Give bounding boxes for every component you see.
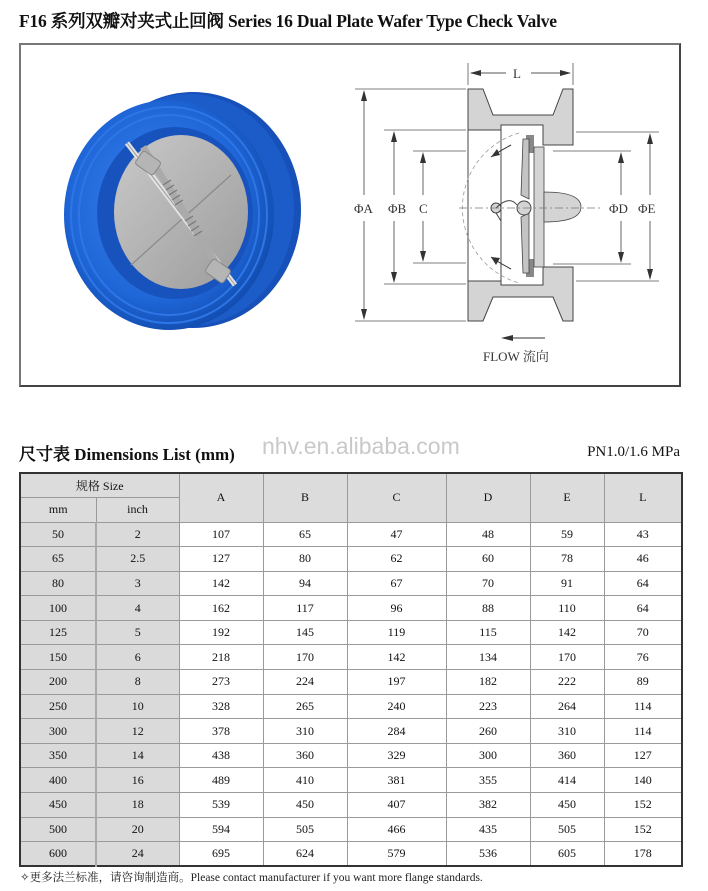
cell-d: 88 [446,596,530,621]
cell-b: 624 [263,842,347,867]
cell-l: 46 [604,547,682,572]
cell-e: 59 [530,522,604,547]
cell-d: 300 [446,743,530,768]
cell-mm: 400 [20,768,96,793]
cell-b: 80 [263,547,347,572]
cell-l: 76 [604,645,682,670]
cell-e: 310 [530,719,604,744]
cell-d: 355 [446,768,530,793]
cell-e: 360 [530,743,604,768]
header-size-group: 规格 Size [20,473,179,497]
cell-a: 594 [179,817,263,842]
cell-b: 224 [263,670,347,695]
cell-l: 152 [604,793,682,818]
table-row [20,645,682,670]
cell-c: 47 [347,522,446,547]
cell-c: 240 [347,694,446,719]
label-phiA: ΦA [354,201,373,216]
valve-dimension-drawing [341,45,681,385]
cell-d: 182 [446,670,530,695]
cell-b: 450 [263,793,347,818]
table-row [20,743,682,768]
cell-l: 64 [604,596,682,621]
cell-a: 107 [179,522,263,547]
header-C: C [347,473,446,522]
cell-d: 435 [446,817,530,842]
table-row [20,842,682,867]
table-row [20,670,682,695]
cell-d: 48 [446,522,530,547]
cell-d: 382 [446,793,530,818]
dimensions-table-body [20,522,682,866]
table-row [20,719,682,744]
cell-b: 360 [263,743,347,768]
cell-inch: 4 [96,596,179,621]
cell-mm: 80 [20,571,96,596]
cell-l: 43 [604,522,682,547]
cell-inch: 18 [96,793,179,818]
cell-e: 91 [530,571,604,596]
cell-c: 62 [347,547,446,572]
label-phiE: ΦE [638,201,656,216]
cell-c: 119 [347,620,446,645]
cell-c: 407 [347,793,446,818]
cell-l: 127 [604,743,682,768]
cell-mm: 200 [20,670,96,695]
cell-a: 489 [179,768,263,793]
cell-mm: 150 [20,645,96,670]
cell-l: 152 [604,817,682,842]
cell-e: 505 [530,817,604,842]
table-row [20,694,682,719]
cell-a: 127 [179,547,263,572]
cell-b: 505 [263,817,347,842]
table-row [20,596,682,621]
cell-inch: 14 [96,743,179,768]
cell-inch: 24 [96,842,179,867]
header-E: E [530,473,604,522]
cell-b: 170 [263,645,347,670]
cell-c: 96 [347,596,446,621]
cell-inch: 16 [96,768,179,793]
cell-d: 60 [446,547,530,572]
cell-c: 142 [347,645,446,670]
header-L: L [604,473,682,522]
cell-mm: 125 [20,620,96,645]
table-row [20,768,682,793]
table-row [20,571,682,596]
cell-e: 78 [530,547,604,572]
table-row [20,793,682,818]
footnote: ✧更多法兰标准，请咨询制造商。Please contact manufacturer if you want more flange standards. [20,872,483,884]
cell-b: 145 [263,620,347,645]
cell-mm: 450 [20,793,96,818]
header-A: A [179,473,263,522]
cell-e: 605 [530,842,604,867]
cell-inch: 2.5 [96,547,179,572]
cell-l: 114 [604,694,682,719]
cell-a: 192 [179,620,263,645]
table-row [20,620,682,645]
label-L: L [513,66,521,81]
cell-b: 310 [263,719,347,744]
cell-inch: 2 [96,522,179,547]
cell-a: 695 [179,842,263,867]
cell-e: 142 [530,620,604,645]
cell-b: 94 [263,571,347,596]
product-figure-frame [19,43,681,387]
cell-l: 64 [604,571,682,596]
cell-c: 381 [347,768,446,793]
cell-mm: 65 [20,547,96,572]
cell-l: 114 [604,719,682,744]
cell-a: 328 [179,694,263,719]
flow-label: FLOW 流向 [483,349,549,364]
valve-photo [51,85,311,335]
cell-a: 218 [179,645,263,670]
cell-inch: 8 [96,670,179,695]
cell-b: 265 [263,694,347,719]
cell-d: 134 [446,645,530,670]
cell-b: 410 [263,768,347,793]
cell-mm: 50 [20,522,96,547]
cell-d: 70 [446,571,530,596]
header-D: D [446,473,530,522]
cell-d: 115 [446,620,530,645]
dimensions-heading: 尺寸表 Dimensions List (mm) [19,445,235,464]
cell-inch: 6 [96,645,179,670]
cell-e: 170 [530,645,604,670]
cell-a: 378 [179,719,263,744]
dimensions-table [19,472,683,867]
pressure-rating: PN1.0/1.6 MPa [587,444,680,460]
cell-mm: 350 [20,743,96,768]
cell-c: 329 [347,743,446,768]
header-mm: mm [20,497,96,522]
cell-mm: 250 [20,694,96,719]
cell-l: 140 [604,768,682,793]
cell-inch: 10 [96,694,179,719]
cell-l: 178 [604,842,682,867]
watermark: nhv.en.alibaba.com [262,433,460,459]
cell-mm: 100 [20,596,96,621]
page-title: F16 系列双瓣对夹式止回阀 Series 16 Dual Plate Wafer Type Check Valve [19,11,557,31]
table-row [20,522,682,547]
cell-c: 466 [347,817,446,842]
cell-c: 284 [347,719,446,744]
cell-c: 197 [347,670,446,695]
cell-l: 70 [604,620,682,645]
cell-inch: 20 [96,817,179,842]
cell-d: 223 [446,694,530,719]
cell-a: 142 [179,571,263,596]
cell-inch: 5 [96,620,179,645]
cell-b: 65 [263,522,347,547]
cell-mm: 500 [20,817,96,842]
cell-c: 579 [347,842,446,867]
cell-a: 162 [179,596,263,621]
cell-inch: 12 [96,719,179,744]
cell-mm: 600 [20,842,96,867]
cell-c: 67 [347,571,446,596]
header-inch: inch [96,497,179,522]
cell-a: 539 [179,793,263,818]
cell-inch: 3 [96,571,179,596]
label-phiD: ΦD [609,201,628,216]
header-B: B [263,473,347,522]
cell-a: 438 [179,743,263,768]
label-C: C [419,201,428,216]
cell-l: 89 [604,670,682,695]
cell-b: 117 [263,596,347,621]
cell-e: 450 [530,793,604,818]
label-phiB: ΦB [388,201,407,216]
cell-a: 273 [179,670,263,695]
cell-e: 222 [530,670,604,695]
cell-e: 414 [530,768,604,793]
table-row [20,547,682,572]
cell-d: 260 [446,719,530,744]
cell-mm: 300 [20,719,96,744]
cell-e: 110 [530,596,604,621]
table-row [20,817,682,842]
cell-e: 264 [530,694,604,719]
cell-d: 536 [446,842,530,867]
